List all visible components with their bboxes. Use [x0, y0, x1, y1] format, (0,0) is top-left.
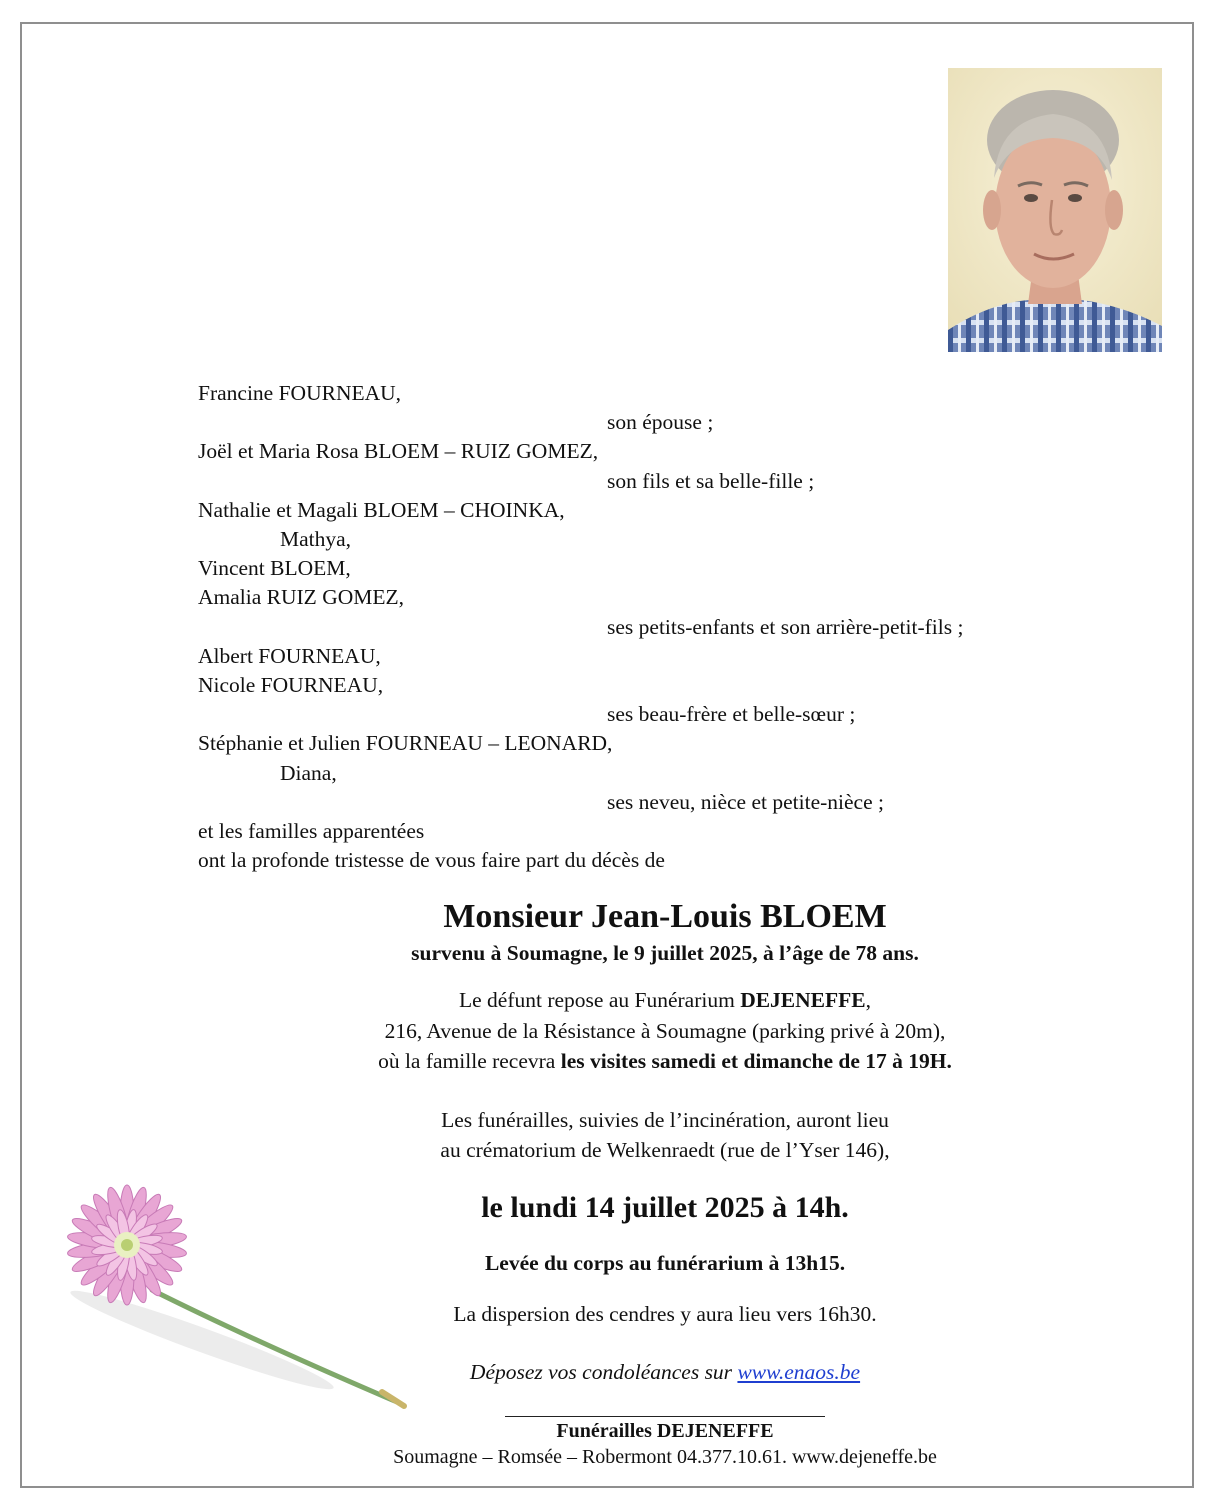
- condolences-link[interactable]: www.enaos.be: [737, 1360, 861, 1384]
- family-line: son fils et sa belle-fille ;: [607, 468, 815, 493]
- family-line: Stéphanie et Julien FOURNEAU – LEONARD,: [198, 731, 613, 756]
- rest-line-3: où la famille recevra les visites samedi et dimanche de 17 à 19H.: [378, 1049, 952, 1073]
- rest-line-1: Le défunt repose au Funérarium DEJENEFFE,: [458, 988, 871, 1012]
- visiting-hours: les visites samedi et dimanche de 17 à 19H.: [560, 1049, 952, 1073]
- death-details: survenu à Soumagne, le 9 juillet 2025, à l’âge de 78 ans.: [411, 941, 919, 965]
- family-line: Albert FOURNEAU,: [198, 643, 381, 668]
- dispersion-line: La dispersion des cendres y aura lieu vers 16h30.: [453, 1302, 877, 1326]
- levee-line: Levée du corps au funérarium à 13h15.: [484, 1251, 846, 1275]
- funeral-date: le lundi 14 juillet 2025 à 14h.: [481, 1191, 849, 1224]
- deceased-name: Monsieur Jean-Louis BLOEM: [443, 898, 887, 935]
- condolences-line: Déposez vos condoléances sur www.enaos.be: [469, 1360, 861, 1384]
- funeral-line-2: au crématorium de Welkenraedt (rue de l’Yser 146),: [440, 1138, 890, 1162]
- family-line: ses petits-enfants et son arrière-petit-fils ;: [607, 614, 964, 639]
- deceased-portrait: [948, 68, 1162, 352]
- family-line: son épouse ;: [607, 410, 714, 435]
- family-line: ses beau-frère et belle-sœur ;: [607, 702, 856, 727]
- flower-decoration: [52, 1180, 412, 1410]
- family-line: et les familles apparentées: [198, 819, 425, 843]
- footer-divider: [505, 1416, 825, 1417]
- family-line: ont la profonde tristesse de vous faire part du décès de: [198, 848, 665, 873]
- rest-line-2: 216, Avenue de la Résistance à Soumagne (parking privé à 20m),: [384, 1019, 946, 1043]
- funeral-line-1: Les funérailles, suivies de l’incinération, auront lieu: [441, 1108, 889, 1132]
- family-line: Vincent BLOEM,: [198, 556, 351, 581]
- family-line: ses neveu, nièce et petite-nièce ;: [607, 789, 884, 814]
- family-line: Diana,: [280, 760, 337, 785]
- family-line: Mathya,: [280, 527, 352, 551]
- funeral-home-name: DEJENEFFE: [740, 988, 866, 1012]
- family-line: Nicole FOURNEAU,: [198, 673, 384, 697]
- footer-contact: Soumagne – Romsée – Robermont 04.377.10.61. www.dejeneffe.be: [393, 1446, 937, 1468]
- family-line: Amalia RUIZ GOMEZ,: [198, 585, 405, 610]
- family-line: Joël et Maria Rosa BLOEM – RUIZ GOMEZ,: [198, 439, 599, 464]
- family-line: Nathalie et Magali BLOEM – CHOINKA,: [198, 497, 565, 522]
- family-line: Francine FOURNEAU,: [198, 381, 402, 405]
- footer-company: Funérailles DEJENEFFE: [556, 1420, 774, 1442]
